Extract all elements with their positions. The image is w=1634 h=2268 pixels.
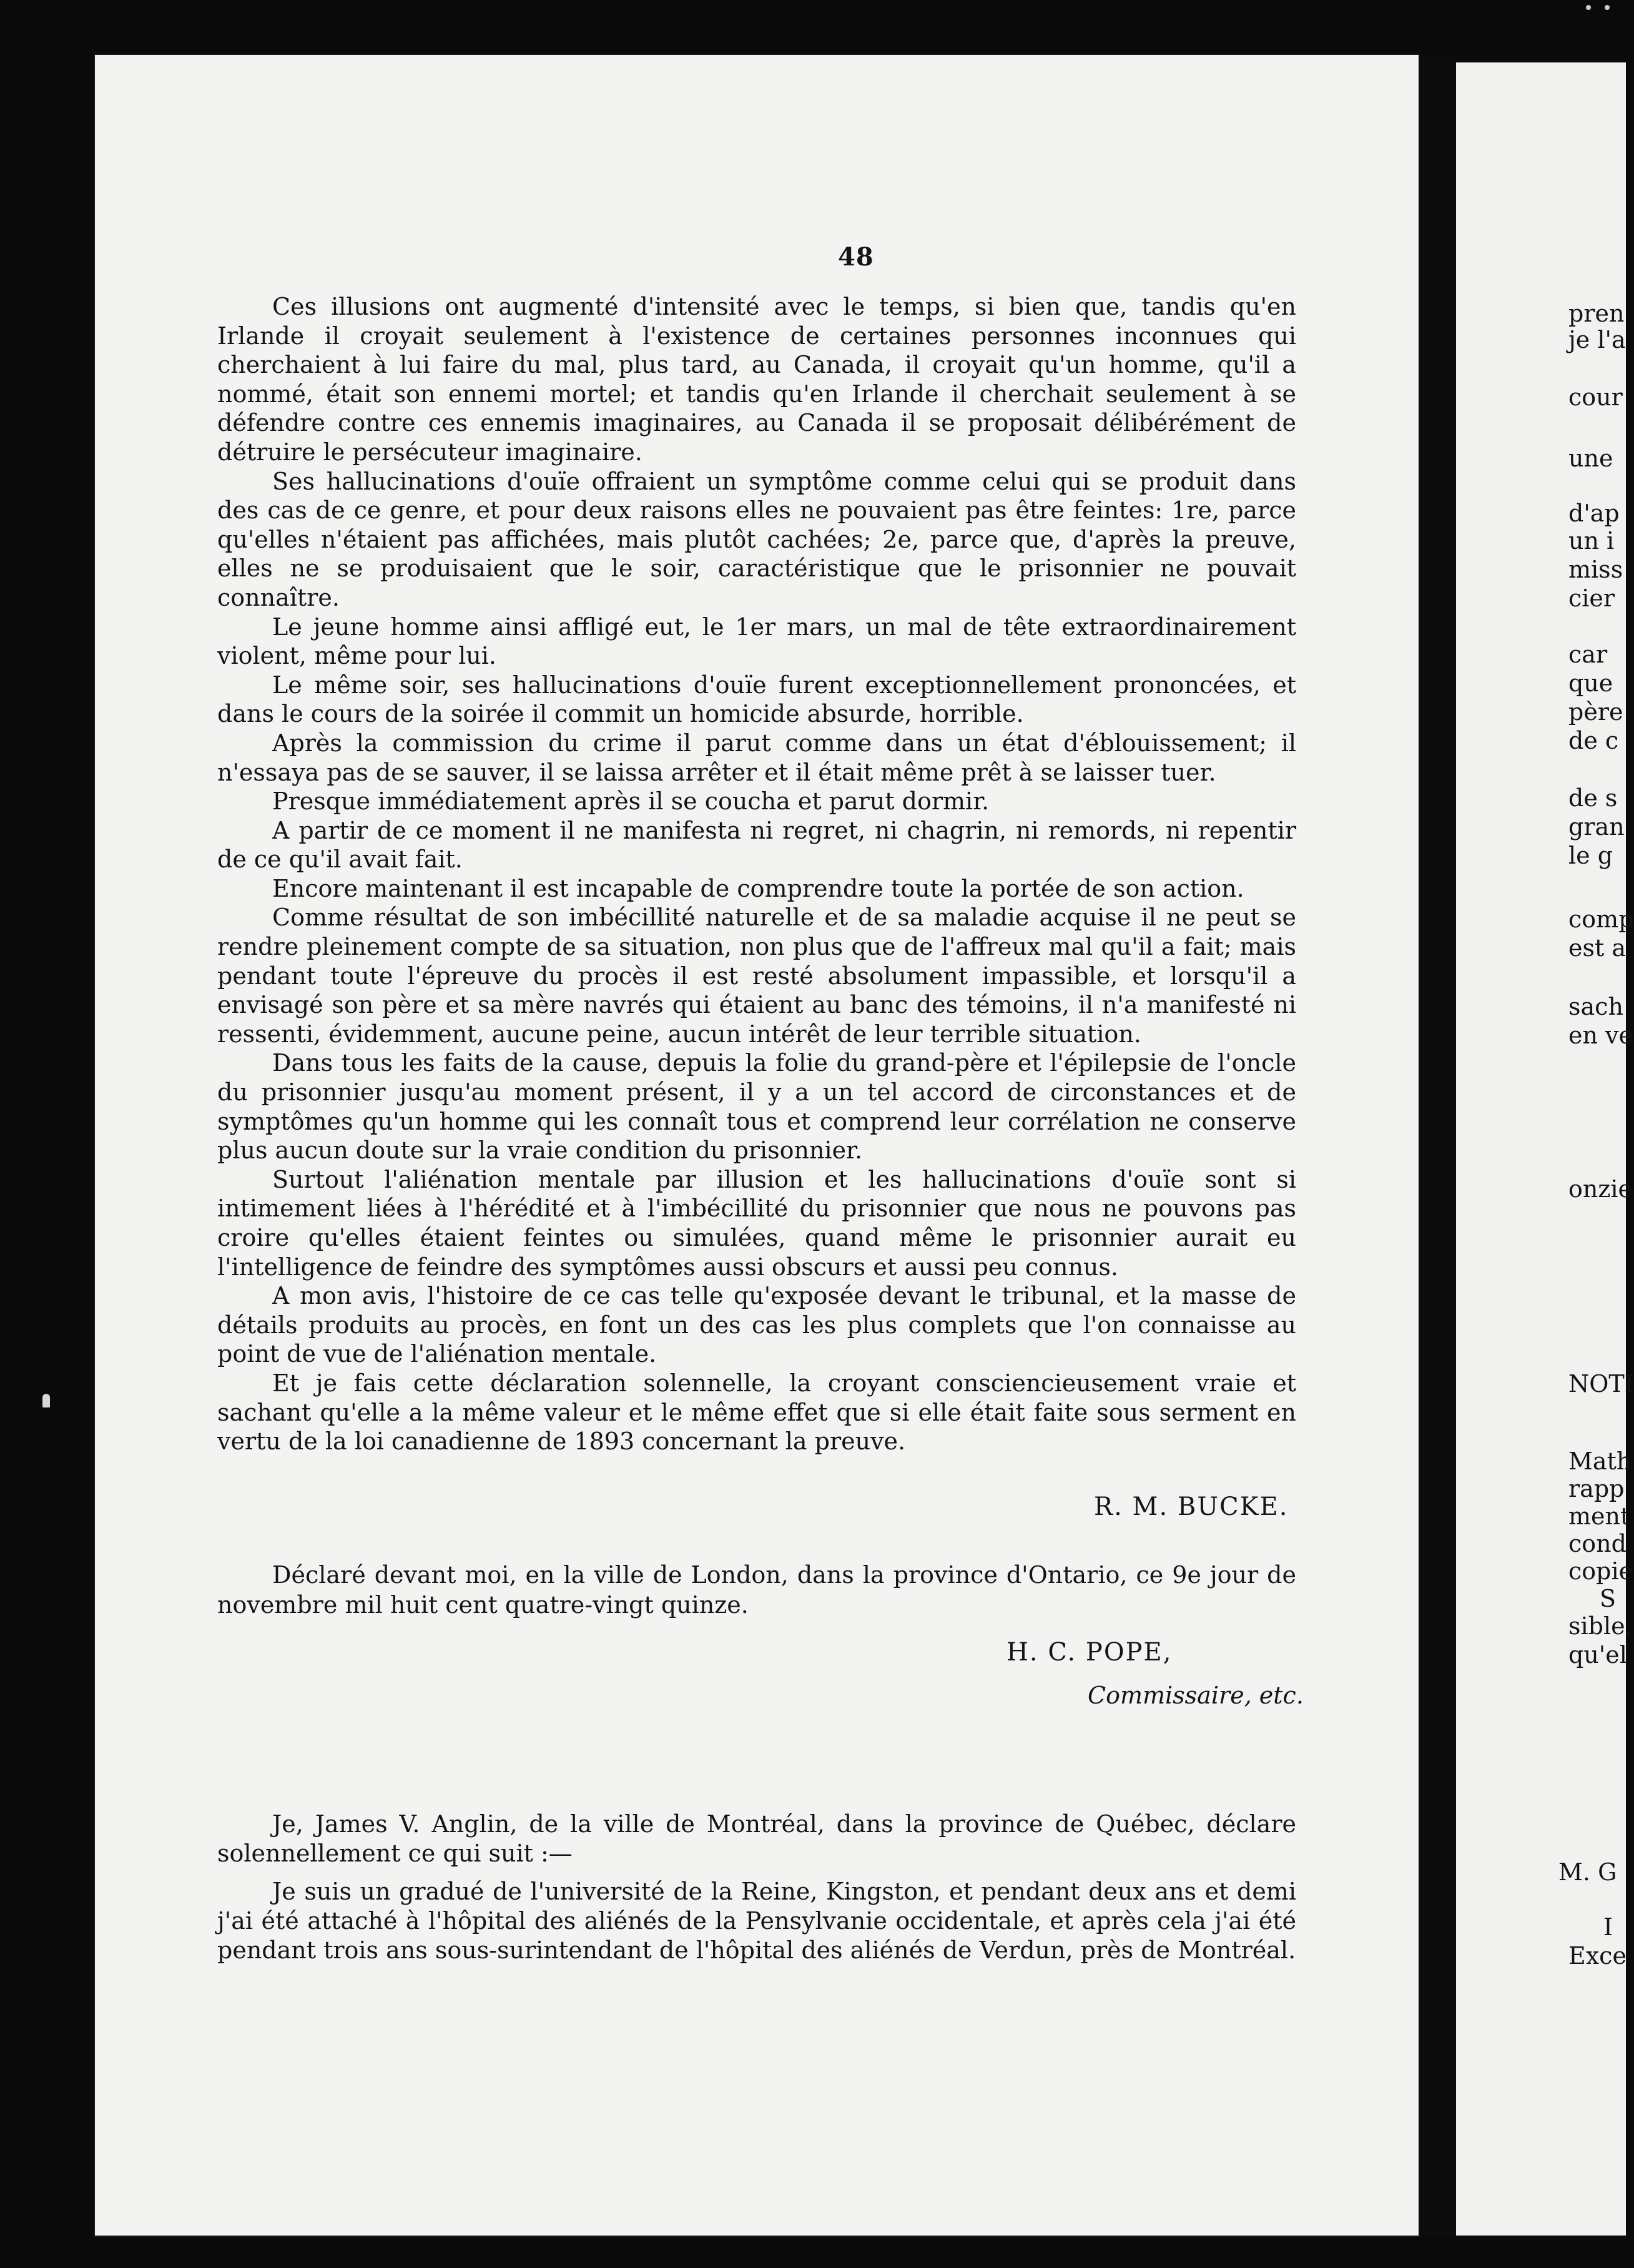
facing-page-fragment: sach [1568, 993, 1623, 1020]
paragraph: Le jeune homme ainsi affligé eut, le 1er mars, un mal de tête extraordinairement violent, même pour lui. [217, 613, 1296, 670]
facing-page-fragment: comp [1568, 905, 1634, 933]
document-page [95, 55, 1419, 2236]
facing-page-fragment: cour [1568, 383, 1623, 411]
facing-page-fragment: cier [1568, 584, 1615, 612]
margin-mark [42, 1394, 50, 1408]
facing-page-fragment: NOTI [1568, 1370, 1634, 1398]
facing-page-fragment: car [1568, 641, 1608, 668]
paragraph: Encore maintenant il est incapable de comprendre toute la portée de son action. [272, 874, 1244, 902]
paragraph: Comme résultat de son imbécillité naturelle et de sa maladie acquise il ne peut se rendre pleinement compte de sa situation, non plus que de l'affreux mal qu'il a fait; mais pendant toute l'épreuve du procès il est resté absolument impassible, et lorsqu'il a envisagé son père et sa mère navrés qui étaient au banc des témoins, il n'a manifesté ni ressenti, évidemment, aucune peine, aucun intérêt de leur terrible situation. [217, 904, 1296, 1048]
paragraph: Surtout l'aliénation mentale par illusion et les hallucinations d'ouïe sont si intimement liées à l'hérédité et à l'imbécillité du prisonnier que nous ne pouvons pas croire qu'elles étaient feintes ou simulées, quand même le prisonnier aurait eu l'intelligence de feindre des symptômes aussi obscurs et aussi peu connus. [217, 1165, 1296, 1281]
paragraph: Je suis un gradué de l'université de la Reine, Kingston, et pendant deux ans et demi j'ai été attaché à l'hôpital des aliénés de la Pensylvanie occidentale, et après cela j'ai été pendant trois ans sous-surintendant de l'hôpital des aliénés de Verdun, près de Montréal. [217, 1878, 1296, 1964]
facing-page-fragment: S [1600, 1585, 1617, 1612]
facing-page-fragment: ment [1568, 1502, 1630, 1530]
facing-page-fragment: le g [1568, 842, 1613, 869]
paragraph: Le même soir, ses hallucinations d'ouïe furent exceptionnellement prononcées, et dans le cours de la soirée il commit un homicide absurde, horrible. [217, 671, 1296, 728]
paragraph: A mon avis, l'histoire de ce cas telle qu'exposée devant le tribunal, et la masse de détails produits au procès, en font un des cas les plus complets que l'on connaisse au point de vue de l'aliénation mentale. [217, 1282, 1296, 1368]
signature-pope: H. C. POPE, [1006, 1638, 1173, 1667]
signature-title: Commissaire, etc. [1088, 1682, 1304, 1709]
declaration-body [217, 292, 1296, 1456]
paragraph: Je, James V. Anglin, de la ville de Montréal, dans la province de Québec, déclare solennellement ce qui suit :— [217, 1810, 1296, 1867]
signature-bucke: R. M. BUCKE. [1094, 1492, 1289, 1521]
facing-page-fragment: sible, [1568, 1612, 1633, 1640]
paragraph: A partir de ce moment il ne manifesta ni regret, ni chagrin, ni remords, ni repentir de ce qu'il avait fait. [217, 816, 1296, 874]
paragraph: Dans tous les faits de la cause, depuis la folie du grand-père et l'épilepsie de l'oncle du prisonnier jusqu'au moment présent, il y a un tel accord de circonstances et de symptômes qu'un homme qui les connaît tous et comprend leur corrélation ne conserve plus aucun doute sur la vraie condition du prisonnier. [217, 1049, 1296, 1165]
facing-page-fragment: cond [1568, 1530, 1627, 1557]
facing-page-fragment: pren [1568, 300, 1625, 327]
paragraph: Ces illusions ont augmenté d'intensité avec le temps, si bien que, tandis qu'en Irlande il croyait seulement à l'existence de certaines personnes inconnues qui cherchaient à lui faire du mal, plus tard, au Canada, il croyait qu'un homme, qu'il a nommé, était son ennemi mortel; et tandis qu'en Irlande il cherchait seulement à se défendre contre ces ennemis imaginaires, au Canada il se proposait délibérément de détruire le persécuteur imaginaire. [217, 293, 1296, 466]
facing-page-fragment: Exce [1568, 1942, 1627, 1970]
declared-before-statement [217, 1560, 1296, 1620]
facing-page-fragment: que [1568, 669, 1613, 697]
facing-page-fragment: est a [1568, 934, 1626, 962]
facing-page-fragment: père [1568, 698, 1623, 726]
page-number: 48 [838, 242, 874, 272]
scan-speck [1605, 5, 1610, 10]
paragraph: Après la commission du crime il parut comme dans un état d'éblouissement; il n'essaya pas de se sauver, il se laissa arrêter et il était même prêt à se laisser tuer. [217, 729, 1296, 786]
scan-speck [1586, 5, 1591, 10]
facing-page-fragment: rapp [1568, 1475, 1625, 1502]
paragraph: Déclaré devant moi, en la ville de London, dans la province d'Ontario, ce 9e jour de novembre mil huit cent quatre-vingt quinze. [217, 1561, 1296, 1619]
facing-page-fragment: gran [1568, 813, 1625, 841]
facing-page-fragment: onzie [1568, 1175, 1633, 1203]
facing-page-fragment: M. G [1558, 1858, 1617, 1886]
facing-page-fragment: d'ap [1568, 500, 1620, 527]
facing-page-fragment: Math [1568, 1447, 1632, 1475]
facing-page-fragment: une [1568, 445, 1613, 472]
facing-page-fragment: un i [1568, 527, 1615, 555]
paragraph: Presque immédiatement après il se coucha et parut dormir. [272, 787, 990, 816]
facing-page-fragment: copie [1568, 1557, 1633, 1585]
facing-page-fragment: miss [1568, 556, 1623, 583]
facing-page [1456, 62, 1634, 2236]
facing-page-fragment: en ve [1568, 1022, 1633, 1049]
paragraph: Ses hallucinations d'ouïe offraient un symptôme comme celui qui se produit dans des cas de ce genre, et pour deux raisons elles ne pouvaient pas être feintes: 1re, parce qu'elles n'étaient pas affichées, mais plutôt cachées; 2e, parce que, d'après la preuve, elles ne se produisaient que le soir, caractéristique que le prisonnier ne pouvait connaître. [217, 467, 1296, 611]
page-gutter [1419, 55, 1456, 2236]
facing-page-fragment: de c [1568, 727, 1619, 754]
facing-page-fragment: qu'el [1568, 1641, 1627, 1669]
facing-page-fragment: je l'a [1568, 326, 1626, 353]
anglin-declaration [217, 1810, 1296, 1974]
facing-page-fragment: de s [1568, 784, 1618, 812]
paragraph: Et je fais cette déclaration solennelle, la croyant consciencieusement vraie et sachant qu'elle a la même valeur et le même effet que si elle était faite sous serment en vertu de la loi canadienne de 1893 concernant la preuve. [217, 1369, 1296, 1456]
facing-page-fragment: I [1603, 1913, 1613, 1941]
